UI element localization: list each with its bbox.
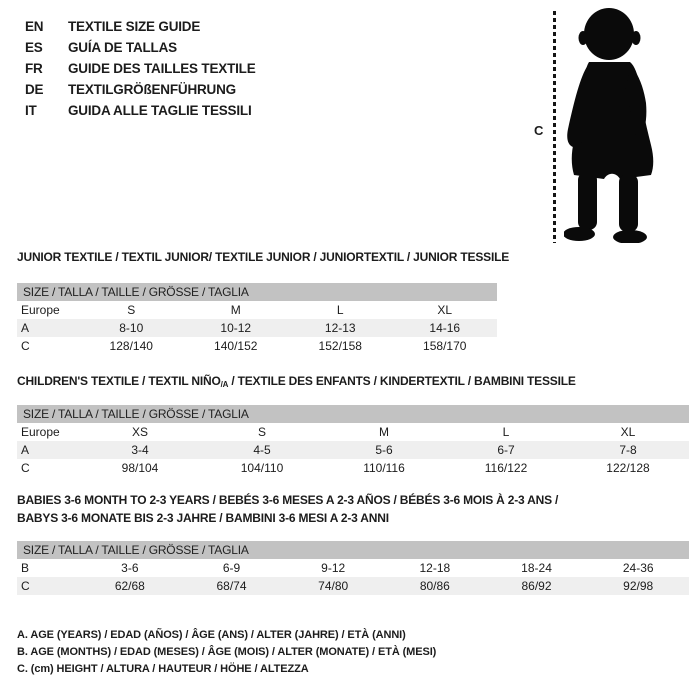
size-cell: 8-10 [119, 321, 144, 335]
table-row [17, 337, 497, 355]
size-cell: M [230, 303, 241, 317]
size-cell: 140/152 [214, 339, 258, 353]
size-cell: XL [437, 303, 453, 317]
row-label: B [21, 561, 30, 575]
baby-silhouette-icon [564, 7, 664, 243]
table-row [17, 423, 689, 441]
size-cell: 12-18 [419, 561, 451, 575]
size-cell: L [502, 425, 510, 439]
language-code: IT [25, 103, 37, 118]
row-label: C [21, 461, 30, 475]
size-cell: S [127, 303, 136, 317]
size-cell: 86/92 [521, 579, 552, 593]
note-age-months: B. AGE (MONTHS) / EDAD (MESES) / ÂGE (MOIS) / ALTER (MONATE) / ETÀ (MESI) [17, 646, 437, 658]
size-cell: 6-9 [222, 561, 241, 575]
table-row [17, 319, 497, 337]
language-row-it [25, 100, 256, 121]
section-title-junior: JUNIOR TEXTILE / TEXTIL JUNIOR/ TEXTILE JUNIOR / JUNIORTEXTIL / JUNIOR TESSILE [17, 250, 510, 264]
row-label: Europe [21, 303, 60, 317]
table-row [17, 459, 689, 477]
row-label: C [21, 339, 30, 353]
language-code: DE [25, 82, 44, 97]
size-cell: 4-5 [253, 443, 271, 457]
row-label: A [21, 321, 30, 335]
junior-size-table [17, 283, 497, 355]
size-cell: XL [620, 425, 636, 439]
babies-size-table [17, 541, 689, 595]
language-row-fr [25, 58, 256, 79]
size-cell: 3-4 [131, 443, 149, 457]
title-part-subscript: /A [220, 380, 229, 389]
size-cell: 12-13 [324, 321, 356, 335]
size-cell: 10-12 [220, 321, 252, 335]
language-row-de [25, 79, 256, 100]
section-title-children [17, 374, 576, 389]
size-cell: 92/98 [623, 579, 654, 593]
table-header-band: SIZE / TALLA / TAILLE / GRÖSSE / TAGLIA [17, 405, 689, 423]
size-cell: 24-36 [622, 561, 654, 575]
language-title: GUIDE DES TAILLES TEXTILE [68, 61, 256, 76]
size-cell: S [257, 425, 266, 439]
size-cell: 98/104 [121, 461, 159, 475]
table-row [17, 441, 689, 459]
language-title-list [25, 16, 256, 121]
size-cell: M [379, 425, 389, 439]
row-label: A [21, 443, 30, 457]
height-measure-figure [530, 5, 696, 247]
language-title: GUIDA ALLE TAGLIE TESSILI [68, 103, 252, 118]
size-cell: 9-12 [321, 561, 346, 575]
note-height-cm: C. (cm) HEIGHT / ALTURA / HAUTEUR / HÖHE / ALTEZZA [17, 663, 309, 675]
height-measure-label: C [534, 123, 544, 138]
table-row [17, 559, 689, 577]
section-title-babies [17, 491, 558, 527]
section-title-babies-line2: BABYS 3-6 MONATE BIS 2-3 JAHRE / BAMBINI 3-6 MESI A 2-3 ANNI [17, 511, 389, 525]
size-cell: 152/158 [318, 339, 362, 353]
language-title: TEXTILGRÖßENFÜHRUNG [68, 82, 236, 97]
language-code: FR [25, 61, 43, 76]
size-cell: 128/140 [109, 339, 153, 353]
table-header-band: SIZE / TALLA / TAILLE / GRÖSSE / TAGLIA [17, 541, 689, 559]
language-row-en [25, 16, 256, 37]
size-cell: 14-16 [429, 321, 461, 335]
language-code: ES [25, 40, 43, 55]
size-cell: 5-6 [375, 443, 393, 457]
size-cell: 110/116 [363, 461, 405, 475]
size-cell: 122/128 [606, 461, 650, 475]
row-label: C [21, 579, 30, 593]
language-code: EN [25, 19, 44, 34]
size-cell: 80/86 [419, 579, 450, 593]
children-size-table [17, 405, 689, 477]
size-cell: 104/110 [240, 461, 284, 475]
size-cell: 18-24 [521, 561, 552, 575]
size-cell: 62/68 [114, 579, 145, 593]
note-age-years: A. AGE (YEARS) / EDAD (AÑOS) / ÂGE (ANS) / ALTER (JAHRE) / ETÀ (ANNI) [17, 629, 406, 641]
table-row [17, 577, 689, 595]
size-cell: 74/80 [318, 579, 349, 593]
size-cell: L [336, 303, 344, 317]
size-cell: 7-8 [619, 443, 637, 457]
table-row [17, 301, 497, 319]
title-part: / TEXTILE DES ENFANTS / KINDERTEXTIL / BAMBINI TESSILE [228, 374, 576, 388]
row-label: Europe [21, 425, 60, 439]
size-cell: 68/74 [216, 579, 247, 593]
language-title: GUÍA DE TALLAS [68, 40, 177, 55]
height-dotted-line-icon [553, 11, 556, 243]
language-row-es [25, 37, 256, 58]
table-header-band: SIZE / TALLA / TAILLE / GRÖSSE / TAGLIA [17, 283, 497, 301]
section-title-babies-line1: BABIES 3-6 MONTH TO 2-3 YEARS / BEBÉS 3-6 MESES A 2-3 AÑOS / BÉBÉS 3-6 MOIS À 2-3 ANS / [17, 493, 559, 507]
size-cell: XS [131, 425, 148, 439]
size-cell: 6-7 [497, 443, 515, 457]
legend-notes [17, 627, 436, 678]
language-title: TEXTILE SIZE GUIDE [68, 19, 201, 34]
title-part: CHILDREN'S TEXTILE / TEXTIL NIÑO [17, 374, 221, 388]
size-cell: 116/122 [484, 461, 528, 475]
size-cell: 158/170 [423, 339, 467, 353]
size-cell: 3-6 [121, 561, 139, 575]
